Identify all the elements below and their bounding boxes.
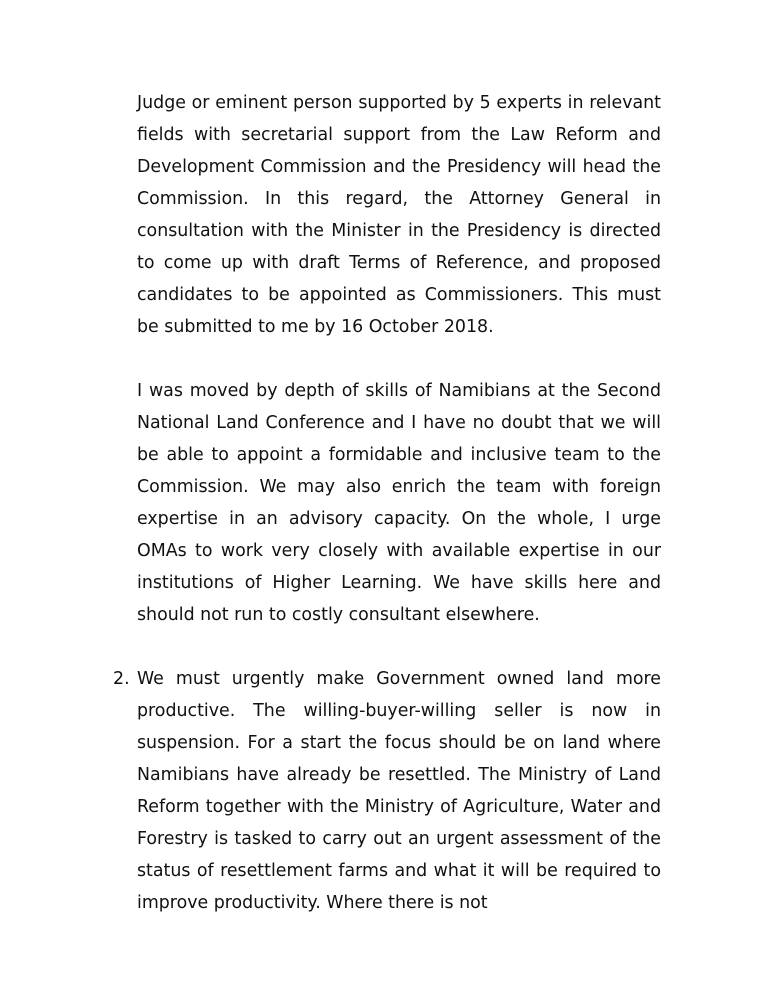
- list-item-text: We must urgently make Government owned land more productive. The willing-buyer-willing seller is now in suspension. For a start the focus should be on land where Namibians have already be resettled. The Ministry of Land Reform together with the Ministry of Agriculture, Water and Forestry is tasked to carry out an urgent assessment of the status of resettlement farms and what it will be required to improve productivity. Where there is not: [137, 669, 661, 913]
- paragraph-namibian-skills: I was moved by depth of skills of Namibians at the Second National Land Conference and I have no doubt that we will be able to appoint a formidable and inclusive team to the Commission. We may also enrich the team with foreign expertise in an advisory capacity. On the whole, I urge OMAs to work very closely with available expertise in our institutions of Higher Learning. We have skills here and should not run to costly consultant elsewhere.: [137, 381, 661, 625]
- paragraph-commission-head: Judge or eminent person supported by 5 experts in relevant fields with secretarial support from the Law Reform and Development Commission and the Presidency will head the Commission. In this regard, the Attorney General in consultation with the Minister in the Presidency is directed to come up with draft Terms of Reference, and proposed candidates to be appointed as Commissioners. This must be submitted to me by 16 October 2018.: [137, 93, 661, 337]
- list-item-number: 2.: [113, 669, 130, 689]
